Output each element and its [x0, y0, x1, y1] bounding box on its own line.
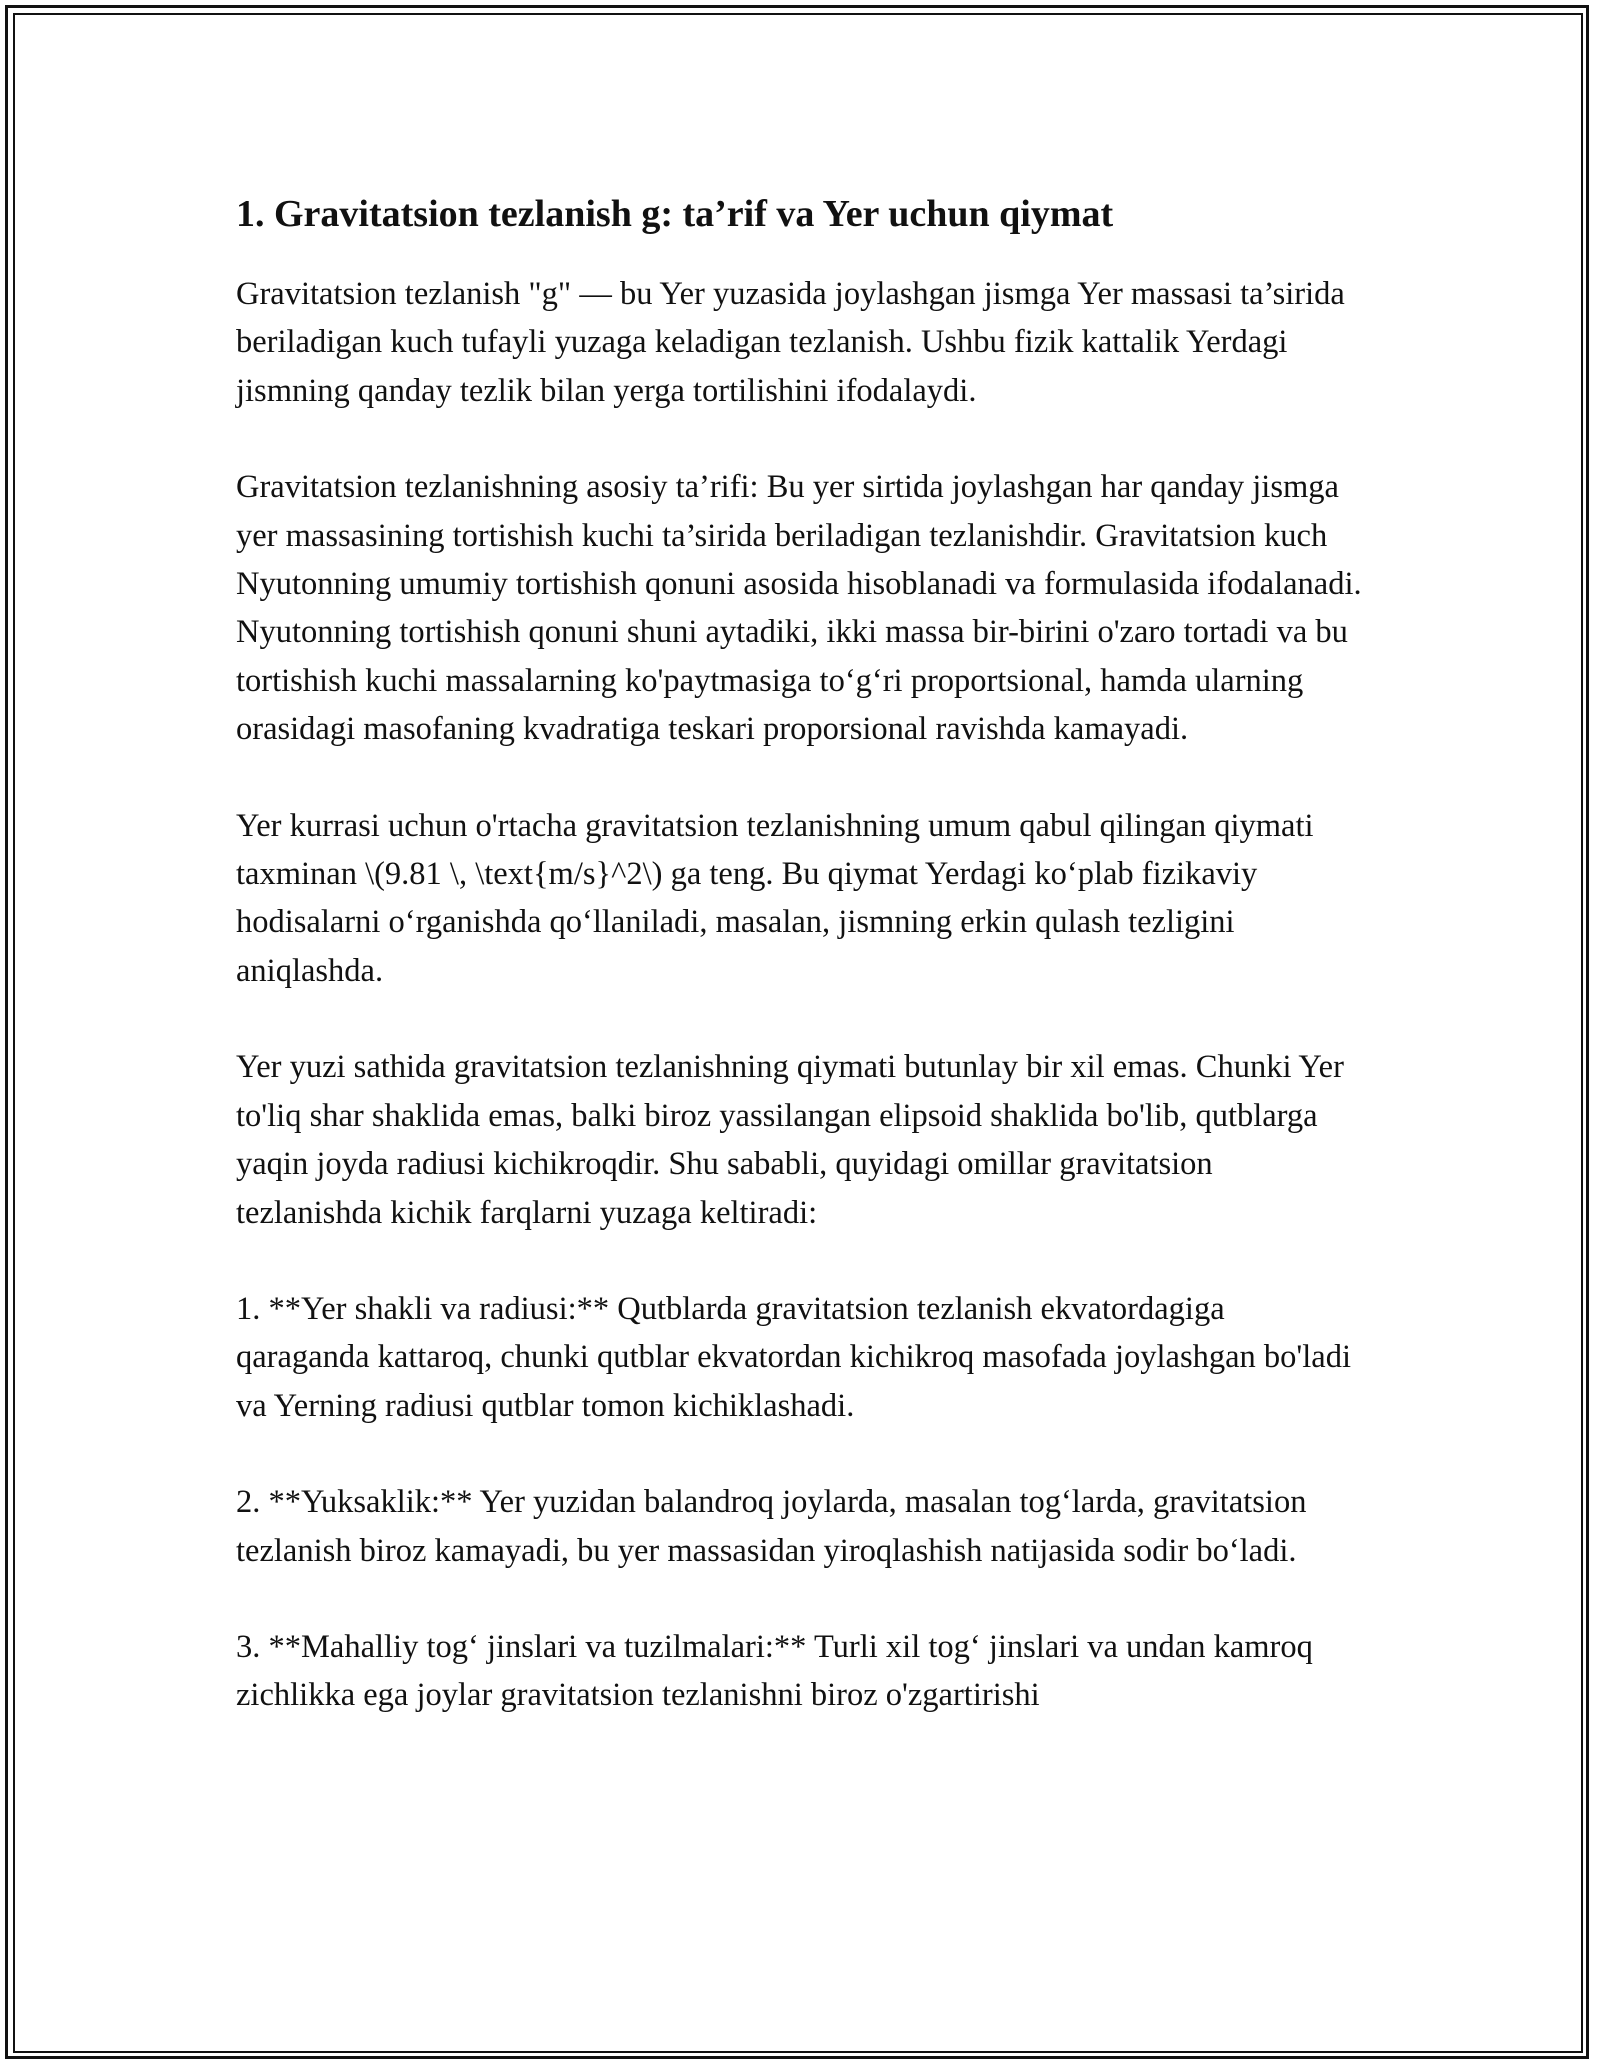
- list-item-altitude: 2. **Yuksaklik:** Yer yuzidan balandroq joylarda, masalan tog‘larda, gravitatsion tezlanish biroz kamayadi, bu yer massasidan yiroqlashish natijasida sodir bo‘ladi.: [236, 1484, 1307, 1569]
- list-item-local-rocks: 3. **Mahalliy tog‘ jinslari va tuzilmalari:** Turli xil tog‘ jinslari va undan kamroq zichlikka ega joylar gravitatsion tezlanishni biroz o'zgartirishi: [236, 1628, 1313, 1714]
- paragraph-definition: Gravitatsion tezlanish "g" — bu Yer yuzasida joylashgan jismga Yer massasi ta’sirida beriladigan kuch tufayli yuzaga keladigan tezlanish. Ushbu fizik kattalik Yerdagi jismning qanday tezlik bilan yerga tortilishini ifodalaydi.: [236, 276, 1345, 409]
- paragraph-basic-definition: Gravitatsion tezlanishning asosiy ta’rifi: Bu yer sirtida joylashgan har qanday jismga yer massasining tortishish kuchi ta’sirida beriladigan tezlanishdir. Gravitatsion kuch Nyutonning umumiy tortishish qonuni asosida hisoblanadi va formulasida ifodalanadi. Nyutonning tortishish qonuni shuni aytadiki, ikki massa bir-birini o'zaro tortadi va bu tortishish kuchi massalarning ko'paytmasiga to‘g‘ri proportsional, hamda ularning orasidagi masofaning kvadratiga teskari proporsional ravishda kamayadi.: [236, 469, 1362, 748]
- document-body: [236, 188, 1366, 1720]
- list-item-earth-shape: 1. **Yer shakli va radiusi:** Qutblarda gravitatsion tezlanish ekvatordagiga qaraganda kattaroq, chunki qutblar ekvatordan kichikroq masofada joylashgan bo'ladi va Yerning radiusi qutblar tomon kichiklashadi.: [236, 1290, 1351, 1424]
- paragraph-earth-value: Yer kurrasi uchun o'rtacha gravitatsion tezlanishning umum qabul qilingan qiymati taxminan \(9.81 \, \text{m/s}^2\) ga teng. Bu qiymat Yerdagi ko‘plab fizikaviy hodisalarni o‘rganishda qo‘llaniladi, masalan, jismning erkin qulash tezligini aniqlashda.: [236, 807, 1314, 989]
- section-heading: 1. Gravitatsion tezlanish g: ta’rif va Yer uchun qiymat: [236, 193, 1114, 235]
- paragraph-variation: Yer yuzi sathida gravitatsion tezlanishning qiymati butunlay bir xil emas. Chunki Yer to'liq shar shaklida emas, balki biroz yassilangan elipsoid shaklida bo'lib, qutblarga yaqin joyda radiusi kichikroqdir. Shu sababli, quyidagi omillar gravitatsion tezlanishda kichik farqlarni yuzaga keltiradi:: [236, 1049, 1344, 1231]
